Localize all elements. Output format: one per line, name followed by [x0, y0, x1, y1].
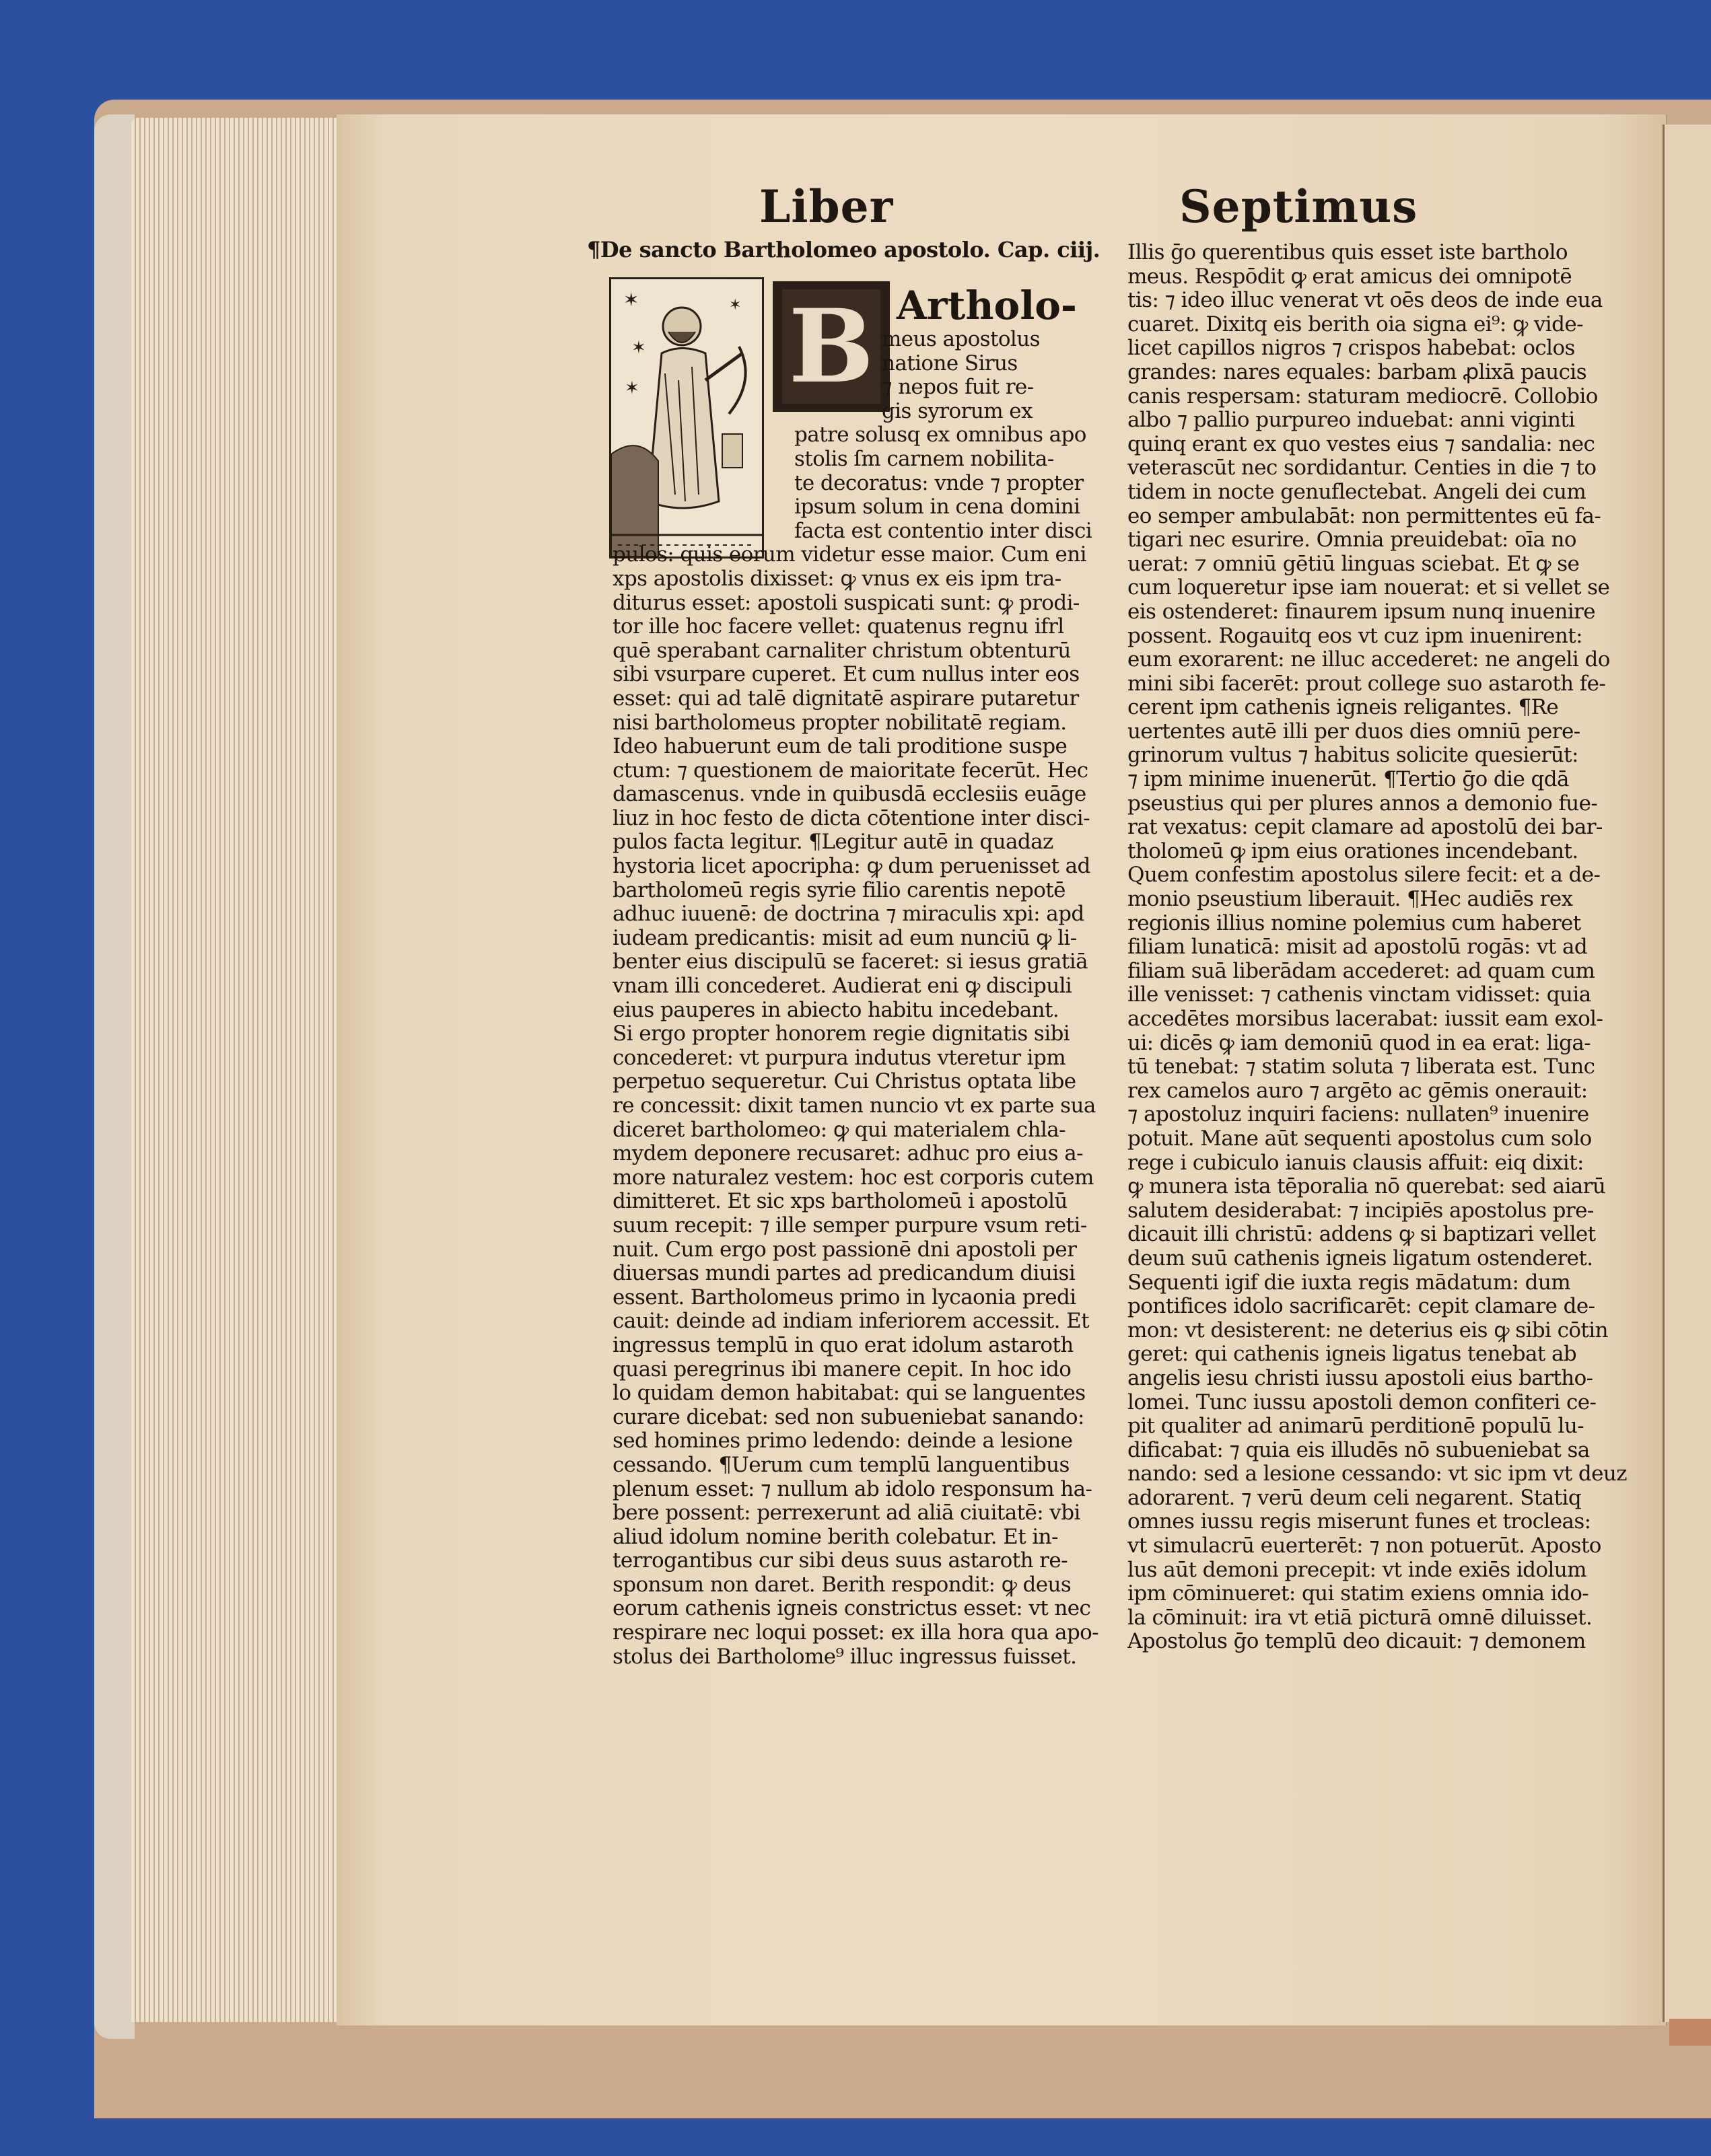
- text-line: meus. Respōdit ꝙ erat amicus dei omnipotē: [1127, 264, 1572, 289]
- text-line: bartholomeū regis syrie filio carentis nepotē: [613, 878, 1066, 902]
- text-line: pit qualiter ad animarū perditionē populū lu-: [1127, 1414, 1584, 1439]
- saint-woodcut-illustration: [609, 277, 764, 559]
- text-line: eis ostenderet: finaurem ipsum nunq inuenire: [1127, 600, 1596, 624]
- text-line: la cōminuit: ira vt etiā picturā omnē diluisset.: [1127, 1606, 1593, 1630]
- woodcut-image: [611, 279, 762, 556]
- text-line: te decoratus: vnde ⁊ propter: [794, 471, 1084, 495]
- page-stack: [131, 118, 340, 2022]
- text-line: tis: ⁊ ideo illuc venerat vt oēs deos de inde eua: [1127, 289, 1603, 313]
- text-line: cerent ipm cathenis igneis religantes. ¶Re: [1127, 696, 1559, 720]
- text-line: albo ⁊ pallio purpureo induebat: anni viginti: [1127, 408, 1575, 433]
- text-line: re concessit: dixit tamen nuncio vt ex parte sua: [613, 1094, 1096, 1118]
- text-line: terrogantibus cur sibi deus suus astaroth re-: [613, 1549, 1068, 1573]
- svg-text:✶: ✶: [623, 289, 639, 311]
- text-line: diceret bartholomeo: ꝙ qui materialem chla-: [613, 1118, 1066, 1142]
- text-line: eo semper ambulabāt: non permittentes eū fa-: [1127, 504, 1601, 528]
- text-line: lomei. Tunc iussu apostoli demon confiteri ce-: [1127, 1390, 1597, 1414]
- text-line: aliud idolum nomine berith colebatur. Et in-: [613, 1525, 1058, 1549]
- text-line: curare dicebat: sed non subueniebat sanando:: [613, 1405, 1084, 1429]
- text-line: potuit. Mane aūt sequenti apostolus cum solo: [1127, 1126, 1592, 1151]
- text-line: quē sperabant carnaliter christum obtenturū: [613, 639, 1071, 663]
- running-head-right: Septimus: [1179, 180, 1418, 233]
- text-line: mini sibi facerēt: prout college suo astaroth fe-: [1127, 672, 1606, 696]
- text-line: Apostolus ḡo templū deo dicauit: ⁊ demonem: [1127, 1630, 1586, 1654]
- text-line: essent. Bartholomeus primo in lycaonia predi: [613, 1285, 1076, 1309]
- text-line: omnes iussu regis miserunt funes et trocleas:: [1127, 1510, 1591, 1534]
- text-line: Ideo habuerunt eum de tali proditione suspe: [613, 735, 1068, 759]
- text-line: diuersas mundi partes ad predicandum diuisi: [613, 1262, 1076, 1286]
- text-line: uertentes autē illi per duos dies omniū pere-: [1127, 719, 1580, 744]
- text-line: perpetuo sequeretur. Cui Christus optata libe: [613, 1070, 1076, 1094]
- text-line: nuit. Cum ergo post passionē dni apostoli per: [613, 1237, 1077, 1262]
- text-line: cum loqueretur ipse iam nouerat: et si vellet se: [1127, 576, 1610, 600]
- text-line: respirare nec loqui posset: ex illa hora qua apo-: [613, 1621, 1099, 1645]
- text-line: rat vexatus: cepit clamare ad apostolū dei bar-: [1127, 816, 1603, 840]
- chapter-title: ¶De sancto Bartholomeo apostolo. Cap. ciij.: [587, 237, 1101, 262]
- text-line: lo quidam demon habitabat: qui se languentes: [613, 1381, 1086, 1406]
- text-line: monio pseustium liberauit. ¶Hec audiēs rex: [1127, 888, 1573, 912]
- text-line: filiam suā liberādam accederet: ad quam cum: [1127, 959, 1595, 983]
- text-line: deum suū cathenis igneis ligatum ostenderet.: [1127, 1246, 1593, 1270]
- text-line: Illis ḡo querentibus quis esset iste bartholo: [1127, 241, 1568, 264]
- text-line: grinorum vultus ⁊ habitus solicite quesierūt:: [1127, 744, 1578, 768]
- text-line: veterascūt nec sordidantur. Centies in die ⁊ to: [1127, 456, 1597, 480]
- text-line: sibi vsurpare cuperet. Et cum nullus inter eos: [613, 663, 1080, 687]
- text-line: damascenus. vnde in quibusdā ecclesiis euāge: [613, 783, 1086, 807]
- opening-word: Artholo-: [897, 283, 1077, 328]
- text-line: geret: qui cathenis igneis ligatus tenebat ab: [1127, 1342, 1577, 1367]
- text-line: ipm cōminueret: qui statim exiens omnia ido-: [1127, 1582, 1589, 1606]
- text-line: tidem in nocte genuflectebat. Angeli dei cum: [1127, 480, 1586, 504]
- text-line: vnam illi concederet. Audierat eni ꝙ discipuli: [613, 974, 1072, 999]
- text-line: cauit: deinde ad indiam inferiorem accessit. Et: [613, 1309, 1089, 1334]
- text-line: patre solusq ex omnibus apo: [794, 423, 1086, 447]
- text-line: pontifices idolo sacrificarēt: cepit clamare de-: [1127, 1295, 1595, 1319]
- text-line: ⁊ ipm minime inuenerūt. ¶Tertio ḡo die qdā: [1127, 768, 1569, 792]
- left-text-column: [613, 328, 1099, 1669]
- text-line: tholomeū ꝙ ipm eius orationes incendebant.: [1127, 839, 1578, 863]
- text-line: mon: vt desisterent: ne deterius eis ꝙ sibi cōtin: [1127, 1318, 1608, 1342]
- text-line: pseustius qui per plures annos a demonio fue-: [1127, 791, 1598, 816]
- text-line: tigari nec esurire. Omnia preuidebat: oīa no: [1127, 528, 1576, 552]
- text-line: Quem confestim apostolus silere fecit: et a de-: [1127, 863, 1601, 888]
- text-line: nando: sed a lesione cessando: vt sic ipm vt deuz: [1127, 1462, 1627, 1486]
- text-line: ille venisset: ⁊ cathenis vinctam vidisset: quia: [1127, 983, 1591, 1007]
- cover-corner: [1669, 2019, 1711, 2046]
- text-line: quinq erant ex quo vestes eius ⁊ sandalia: nec: [1127, 432, 1595, 456]
- text-line: grandes: nares equales: barbam ꝓlixā paucis: [1127, 360, 1587, 384]
- text-line: ꝙ munera ista tēporalia nō querebat: sed aiarū: [1127, 1175, 1606, 1199]
- text-line: bere possent: perrexerunt ad aliā ciuitatē: vbi: [613, 1501, 1080, 1525]
- text-line: plenum esset: ⁊ nullum ab idolo responsum ha-: [613, 1477, 1092, 1501]
- text-line: sponsum non daret. Berith respondit: ꝙ deus: [613, 1573, 1072, 1597]
- text-line: stolus dei Bartholome⁹ illuc ingressus fuisset.: [613, 1645, 1077, 1669]
- text-line: rex camelos auro ⁊ argēto ac gēmis onerauit:: [1127, 1079, 1588, 1103]
- text-line: nisi bartholomeus propter nobilitatē regiam.: [613, 711, 1067, 735]
- text-line: eius pauperes in abiecto habitu incedebant.: [613, 998, 1059, 1022]
- text-line: hystoria licet apocripha: ꝙ dum peruenisset ad: [613, 855, 1090, 879]
- text-line: cessando. ¶Uerum cum templū languentibus: [613, 1453, 1070, 1477]
- text-line: gis syrorum ex: [882, 399, 1033, 423]
- text-line: possent. Rogauitq eos vt cuz ipm inuenirent:: [1127, 624, 1582, 648]
- svg-text:✶: ✶: [631, 338, 646, 358]
- text-line: suum recepit: ⁊ ille semper purpure vsum reti-: [613, 1213, 1087, 1237]
- text-line: lus aūt demoni precepit: vt inde exiēs idolum: [1127, 1558, 1586, 1582]
- text-line: adorarent. ⁊ verū deum celi negarent. Statiq: [1127, 1486, 1582, 1510]
- text-line: ingressus templū in quo erat idolum astaroth: [613, 1333, 1074, 1357]
- text-line: ⁊ nepos fuit re-: [882, 375, 1034, 400]
- text-line: liuz in hoc festo de dicta cōtentione inter disci-: [613, 806, 1090, 830]
- book-spine-edge: [94, 114, 135, 2039]
- svg-text:✶: ✶: [625, 378, 639, 398]
- text-line: xps apostolis dixisset: ꝙ vnus ex eis ipm tra-: [613, 567, 1061, 591]
- facing-page-edge: [1663, 124, 1711, 2022]
- text-line: mydem deponere recusaret: adhuc pro eius a-: [613, 1142, 1083, 1166]
- text-line: filiam lunaticā: misit ad apostolū rogās: vt ad: [1127, 935, 1588, 960]
- text-line: quasi peregrinus ibi manere cepit. In hoc ido: [613, 1357, 1072, 1381]
- text-line: more naturalez vestem: hoc est corporis cutem: [613, 1165, 1094, 1190]
- text-line: Sequenti igif die iuxta regis mādatum: dum: [1127, 1270, 1571, 1295]
- text-line: dificabat: ⁊ quia eis illudēs nō subueniebat sa: [1127, 1438, 1590, 1462]
- text-line: ⁊ apostoluz inquiri faciens: nullaten⁹ inuenire: [1127, 1103, 1589, 1127]
- text-line: vt simulacrū euerterēt: ⁊ non potuerūt. Aposto: [1127, 1534, 1601, 1558]
- text-line: angelis iesu christi iussu apostoli eius bartho-: [1127, 1366, 1593, 1390]
- text-line: esset: qui ad talē dignitatē aspirare putaretur: [613, 686, 1079, 711]
- text-line: pulos facta legitur. ¶Legitur autē in quadaz: [613, 830, 1053, 855]
- text-line: pulos: quis eorum videtur esse maior. Cum eni: [613, 543, 1086, 567]
- running-head-left: Liber: [759, 180, 894, 233]
- text-line: sed homines primo ledendo: deinde a lesione: [613, 1429, 1073, 1453]
- text-line: accedētes morsibus lacerabat: iussit eam exol-: [1127, 1007, 1603, 1031]
- text-line: eum exorarent: ne illuc accederet: ne angeli do: [1127, 648, 1610, 672]
- text-line: adhuc iuuenē: de doctrina ⁊ miraculis xpi: apd: [613, 902, 1084, 927]
- initial-letter: B: [782, 289, 880, 404]
- text-line: licet capillos nigros ⁊ crispos habebat: oclos: [1127, 336, 1575, 361]
- text-line: canis respersam: staturam mediocrē. Collobio: [1127, 384, 1598, 408]
- text-line: uerat: ⁊ omniū gētiū linguas sciebat. Et ꝙ se: [1127, 552, 1580, 576]
- text-line: meus apostolus: [882, 328, 1040, 351]
- text-line: ui: dicēs ꝙ iam demoniū quod in ea erat: liga-: [1127, 1031, 1591, 1055]
- text-line: eorum cathenis igneis constrictus esset: vt nec: [613, 1597, 1091, 1621]
- text-line: tor ille hoc facere vellet: quatenus regnu ifrl: [613, 615, 1064, 639]
- text-line: dimitteret. Et sic xps bartholomeū i apostolū: [613, 1190, 1068, 1214]
- text-line: natione Sirus: [882, 351, 1018, 375]
- text-line: benter eius discipulū se faceret: si iesus gratiā: [613, 950, 1088, 974]
- svg-text:✶: ✶: [729, 297, 742, 314]
- text-line: salutem desiderabat: ⁊ incipiēs apostolus pre-: [1127, 1198, 1594, 1223]
- text-line: Si ergo propter honorem regie dignitatis sibi: [613, 1022, 1070, 1046]
- right-text-column: [1127, 241, 1627, 1654]
- text-line: concederet: vt purpura indutus vteretur ipm: [613, 1046, 1066, 1070]
- text-line: ipsum solum in cena domini: [794, 495, 1080, 519]
- text-line: ctum: ⁊ questionem de maioritate fecerūt. Hec: [613, 758, 1088, 783]
- text-line: facta est contentio inter disci: [794, 519, 1092, 543]
- text-line: iudeam predicantis: misit ad eum nunciū ꝙ li-: [613, 926, 1077, 950]
- text-line: dicauit illi christū: addens ꝙ si baptizari vellet: [1127, 1223, 1596, 1247]
- text-line: stolis ſm carnem nobilita-: [794, 447, 1054, 471]
- text-line: diturus esset: apostoli suspicati sunt: ꝙ prodi-: [613, 591, 1080, 615]
- text-line: regionis illius nomine polemius cum haberet: [1127, 911, 1581, 935]
- text-line: cuaret. Dixitq eis berith oia signa ei⁹: ꝙ vide-: [1127, 312, 1583, 336]
- text-line: rege i cubiculo ianuis clausis affuit: eiq dixit:: [1127, 1151, 1584, 1175]
- text-line: tū tenebat: ⁊ statim soluta ⁊ liberata est. Tunc: [1127, 1055, 1595, 1079]
